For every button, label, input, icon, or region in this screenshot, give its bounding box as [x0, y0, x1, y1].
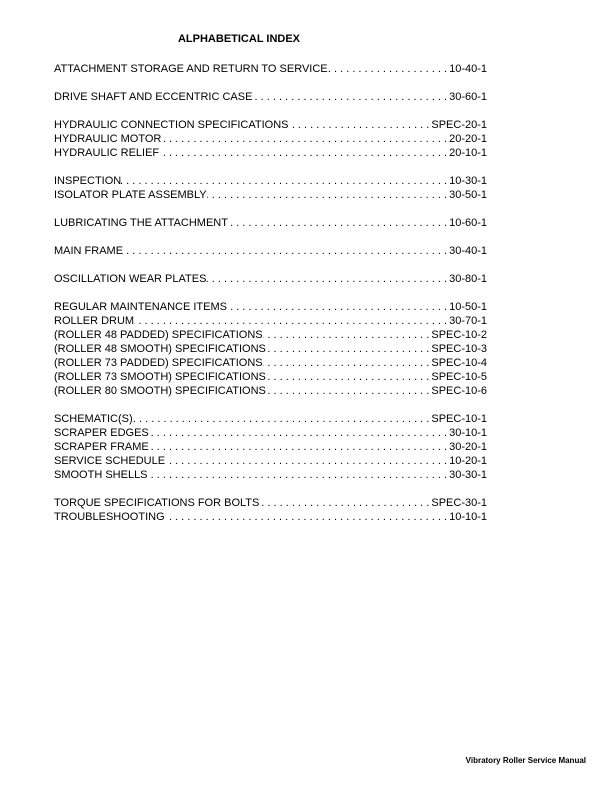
entry-page: SPEC-10-4 — [431, 357, 487, 369]
entry-label: TROUBLESHOOTING — [54, 511, 165, 523]
dot-leader — [263, 356, 432, 370]
index-group-h — [54, 118, 487, 160]
entry-page: 30-50-1 — [449, 189, 487, 201]
entry-page: SPEC-10-3 — [431, 343, 487, 355]
entry-page: 30-10-1 — [449, 427, 487, 439]
dot-leader — [123, 244, 449, 258]
entry-page: SPEC-10-6 — [431, 385, 487, 397]
entry-page: SPEC-10-1 — [431, 413, 487, 425]
dot-leader — [121, 174, 449, 188]
dot-leader — [266, 384, 431, 398]
entry-page: 20-20-1 — [449, 133, 487, 145]
entry-label: MAIN FRAME — [54, 245, 124, 257]
index-group-i — [54, 174, 487, 202]
dot-leader — [263, 328, 432, 342]
index-entry[interactable] — [54, 412, 487, 426]
entry-page: 30-20-1 — [449, 441, 487, 453]
entry-label: LUBRICATING THE ATTACHMENT — [54, 217, 228, 229]
index-entry[interactable] — [54, 426, 487, 440]
index-entry[interactable] — [54, 118, 487, 132]
index-group-t — [54, 496, 487, 524]
dot-leader — [252, 90, 449, 104]
entry-label: (ROLLER 48 PADDED) SPECIFICATIONS — [54, 329, 263, 341]
index-group-d — [54, 90, 487, 104]
entry-label: HYDRAULIC CONNECTION SPECIFICATIONS — [54, 119, 289, 131]
entry-label: ROLLER DRUM — [54, 315, 135, 327]
entry-page: 10-10-1 — [449, 511, 487, 523]
entry-page: 30-80-1 — [449, 273, 487, 285]
dot-leader — [206, 272, 449, 286]
entry-page: 10-40-1 — [449, 63, 487, 75]
index-entry[interactable] — [54, 244, 487, 258]
index-group-s — [54, 412, 487, 482]
entry-label: REGULAR MAINTENANCE ITEMS — [54, 301, 227, 313]
entry-page: 30-30-1 — [449, 469, 487, 481]
entry-label: (ROLLER 73 SMOOTH) SPECIFICATIONS — [54, 371, 266, 383]
index-entry[interactable] — [54, 300, 487, 314]
entry-label: DRIVE SHAFT AND ECCENTRIC CASE — [54, 91, 253, 103]
alphabetical-index — [54, 62, 487, 538]
dot-leader — [165, 454, 449, 468]
entry-page: SPEC-20-1 — [431, 119, 487, 131]
page-title: ALPHABETICAL INDEX — [177, 33, 301, 45]
index-entry[interactable] — [54, 216, 487, 230]
index-entry[interactable] — [54, 440, 487, 454]
entry-page: 30-40-1 — [449, 245, 487, 257]
index-entry[interactable] — [54, 342, 487, 356]
entry-label: TORQUE SPECIFICATIONS FOR BOLTS — [54, 497, 260, 509]
entry-page: 10-20-1 — [449, 455, 487, 467]
dot-leader — [289, 118, 432, 132]
entry-label: ISOLATOR PLATE ASSEMBLY — [54, 189, 207, 201]
dot-leader — [227, 300, 449, 314]
index-entry[interactable] — [54, 146, 487, 160]
dot-leader — [328, 62, 449, 76]
index-entry[interactable] — [54, 510, 487, 524]
entry-page: SPEC-30-1 — [431, 497, 487, 509]
dot-leader — [148, 468, 450, 482]
entry-label: OSCILLATION WEAR PLATES — [54, 273, 207, 285]
entry-label: SCRAPER EDGES — [54, 427, 149, 439]
index-entry[interactable] — [54, 496, 487, 510]
entry-label: HYDRAULIC MOTOR — [54, 133, 162, 145]
dot-leader — [259, 496, 431, 510]
dot-leader — [149, 426, 449, 440]
index-entry[interactable] — [54, 272, 487, 286]
dot-leader — [266, 370, 431, 384]
entry-label: SERVICE SCHEDULE — [54, 455, 166, 467]
entry-label: SMOOTH SHELLS — [54, 469, 148, 481]
dot-leader — [159, 146, 449, 160]
entry-label: ATTACHMENT STORAGE AND RETURN TO SERVICE — [54, 63, 328, 75]
entry-page: 20-10-1 — [449, 147, 487, 159]
index-group-a — [54, 62, 487, 76]
entry-label: (ROLLER 80 SMOOTH) SPECIFICATIONS — [54, 385, 266, 397]
index-entry[interactable] — [54, 188, 487, 202]
index-entry[interactable] — [54, 370, 487, 384]
entry-label: (ROLLER 73 PADDED) SPECIFICATIONS — [54, 357, 263, 369]
index-entry[interactable] — [54, 90, 487, 104]
entry-label: SCHEMATIC(S) — [54, 413, 133, 425]
entry-page: 30-70-1 — [449, 315, 487, 327]
footer-manual-title: Vibratory Roller Service Manual — [465, 756, 586, 765]
entry-page: 10-50-1 — [449, 301, 487, 313]
entry-page: SPEC-10-2 — [431, 329, 487, 341]
entry-label: (ROLLER 48 SMOOTH) SPECIFICATIONS — [54, 343, 266, 355]
entry-label: INSPECTION — [54, 175, 122, 187]
dot-leader — [134, 314, 449, 328]
dot-leader — [165, 510, 449, 524]
index-entry[interactable] — [54, 356, 487, 370]
index-entry[interactable] — [54, 384, 487, 398]
dot-leader — [207, 188, 449, 202]
index-entry[interactable] — [54, 454, 487, 468]
entry-page: 10-30-1 — [449, 175, 487, 187]
index-entry[interactable] — [54, 62, 487, 76]
dot-leader — [266, 342, 431, 356]
index-entry[interactable] — [54, 468, 487, 482]
dot-leader — [161, 132, 449, 146]
entry-label: SCRAPER FRAME — [54, 441, 149, 453]
index-entry[interactable] — [54, 174, 487, 188]
entry-page: SPEC-10-5 — [431, 371, 487, 383]
entry-page: 30-60-1 — [449, 91, 487, 103]
index-entry[interactable] — [54, 314, 487, 328]
entry-label: HYDRAULIC RELIEF — [54, 147, 160, 159]
index-group-l — [54, 216, 487, 230]
dot-leader — [149, 440, 449, 454]
dot-leader — [133, 412, 432, 426]
index-group-o — [54, 272, 487, 286]
index-group-m — [54, 244, 487, 258]
dot-leader — [228, 216, 449, 230]
index-group-r — [54, 300, 487, 398]
index-entry[interactable] — [54, 132, 487, 146]
index-entry[interactable] — [54, 328, 487, 342]
entry-page: 10-60-1 — [449, 217, 487, 229]
